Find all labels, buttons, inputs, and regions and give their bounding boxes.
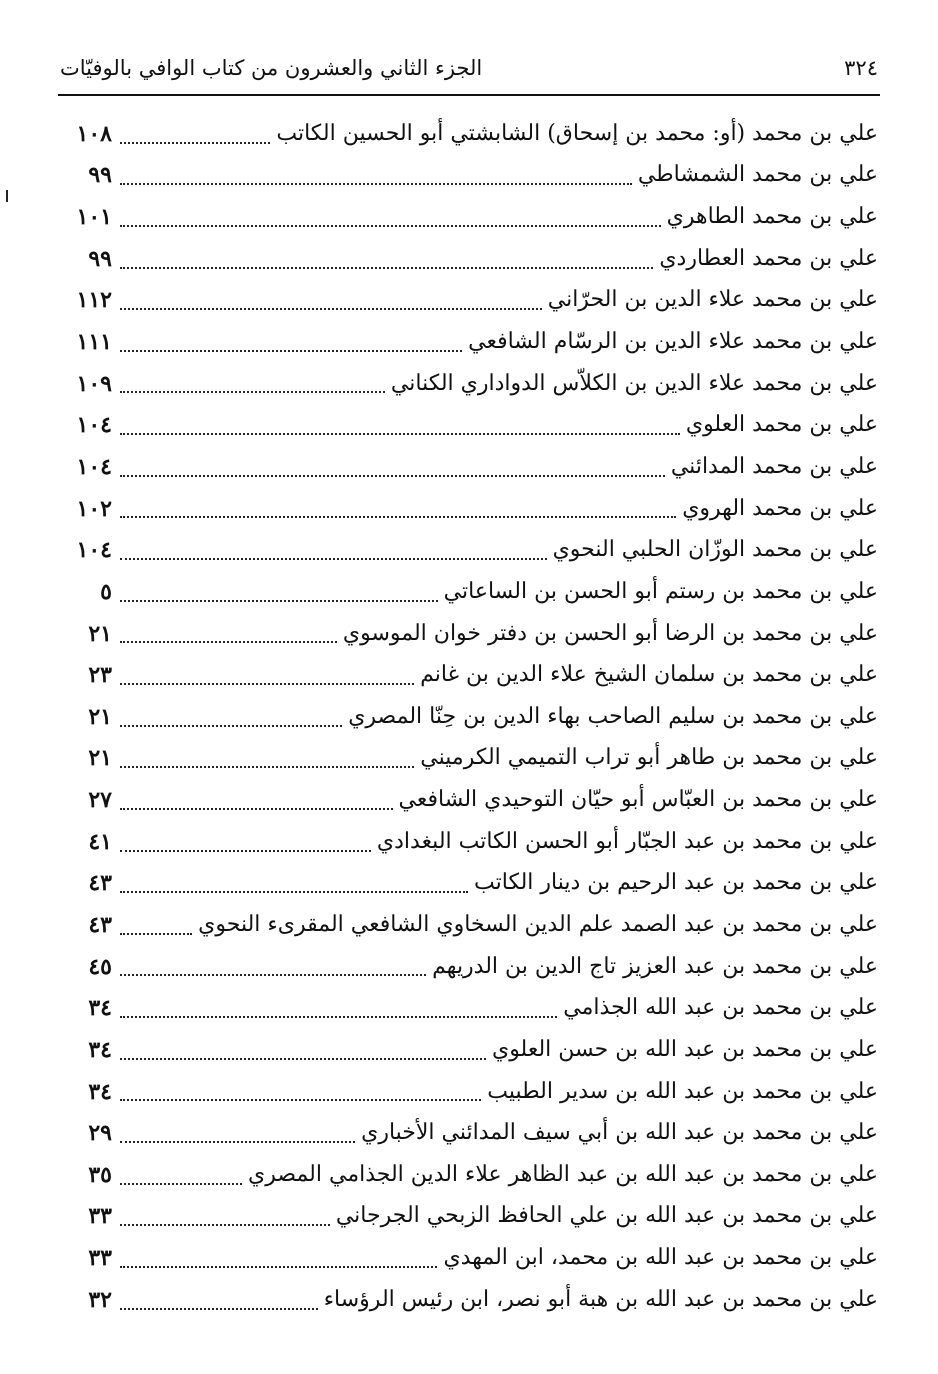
entry-page-number: ٥: [100, 578, 112, 605]
dot-leader: [120, 600, 438, 602]
entry-name: علي بن محمد بن عبد الصمد علم الدين السخاوي الشافعي المقرىء النحوي: [198, 911, 878, 937]
entry-name: علي بن محمد بن عبد الله بن محمد، ابن المهدي: [443, 1245, 878, 1271]
dot-leader: [120, 1266, 437, 1268]
dot-leader: [120, 475, 665, 477]
entry-page-number: ٢٧: [88, 787, 112, 814]
index-entry: [62, 404, 878, 446]
index-entry: [62, 863, 878, 905]
index-entry: [62, 987, 878, 1029]
entry-page-number: ٤٣: [88, 911, 112, 938]
dot-leader: [120, 933, 192, 935]
entry-page-number: ٣٣: [88, 1245, 112, 1272]
dot-leader: [120, 1016, 557, 1018]
entry-name: علي بن محمد الهروي: [682, 495, 878, 521]
dot-leader: [120, 974, 426, 976]
dot-leader: [120, 1183, 242, 1185]
entry-page-number: ٤١: [88, 828, 112, 855]
dot-leader: [120, 142, 270, 144]
index-entry: [62, 238, 878, 280]
header-divider: [58, 94, 880, 96]
entry-name: علي بن محمد بن عبد الله بن سدير الطبيب: [487, 1078, 878, 1104]
entry-name: علي بن محمد بن سليم الصاحب بهاء الدين بن حِنّا المصري: [348, 703, 878, 729]
entry-page-number: ٩٩: [88, 245, 112, 272]
entry-name: علي بن محمد بن عبد الرحيم بن دينار الكاتب: [474, 870, 878, 896]
entry-page-number: ٤٥: [88, 953, 112, 980]
index-entry: [62, 904, 878, 946]
entry-name: علي بن محمد بن العبّاس أبو حيّان التوحيدي الشافعي: [398, 787, 878, 813]
entry-name: علي بن محمد بن سلمان الشيخ علاء الدين بن غانم: [420, 662, 878, 688]
index-entry: [62, 1071, 878, 1113]
entry-page-number: ٢١: [88, 703, 112, 730]
entry-name: علي بن محمد علاء الدين بن الرسّام الشافعي: [468, 329, 878, 355]
index-entry: [62, 696, 878, 738]
dot-leader: [120, 891, 468, 893]
dot-leader: [120, 308, 542, 310]
entry-name: علي بن محمد بن طاهر أبو تراب التميمي الكرميني: [420, 745, 878, 771]
index-entry: [62, 654, 878, 696]
entry-page-number: ٢٩: [88, 1120, 112, 1147]
dot-leader: [120, 267, 653, 269]
index-entry: [62, 363, 878, 405]
entry-name: علي بن محمد بن عبد العزيز تاج الدين بن الدريهم: [432, 953, 878, 979]
entry-name: علي بن محمد المدائني: [670, 453, 878, 479]
entry-name: علي بن محمد الوزّان الحلبي النحوي: [552, 537, 878, 563]
entry-page-number: ٣٥: [88, 1161, 112, 1188]
index-entry: [62, 946, 878, 988]
index-entry: [62, 321, 878, 363]
entry-page-number: ١١١: [76, 329, 112, 356]
dot-leader: [120, 850, 371, 852]
entry-name: علي بن محمد علاء الدين بن الحرّاني: [547, 287, 878, 313]
page-header: [60, 48, 878, 88]
entry-name: علي بن محمد بن عبد الله بن علي الحافظ الزبحي الجرجاني: [335, 1203, 878, 1229]
entry-name: علي بن محمد بن عبد الله الجذامي: [563, 995, 878, 1021]
dot-leader: [120, 558, 547, 560]
dot-leader: [120, 350, 462, 352]
entry-name: علي بن محمد (أو: محمد بن إسحاق) الشابشتي أبو الحسين الكاتب: [276, 120, 878, 146]
index-entry: [62, 196, 878, 238]
entry-page-number: ١١٢: [76, 287, 112, 314]
entry-page-number: ٣٤: [88, 1078, 112, 1105]
dot-leader: [120, 433, 680, 435]
scan-edge-mark: [6, 190, 8, 202]
dot-leader: [120, 766, 414, 768]
entry-name: علي بن محمد بن عبد الله بن حسن العلوي: [491, 1036, 878, 1062]
index-entry: [62, 280, 878, 322]
entry-page-number: ١٠٤: [76, 412, 112, 439]
entry-page-number: ٩٩: [88, 162, 112, 189]
entry-name: علي بن محمد العلوي: [685, 412, 878, 438]
dot-leader: [120, 516, 676, 518]
index-entry: [62, 821, 878, 863]
entry-name: علي بن محمد بن رستم أبو الحسن بن الساعاتي: [443, 578, 878, 604]
entry-page-number: ٢١: [88, 620, 112, 647]
index-entry: [62, 1029, 878, 1071]
entry-name: علي بن محمد بن عبد الجبّار أبو الحسن الكاتب البغدادي: [376, 828, 878, 854]
entry-name: علي بن محمد بن عبد الله بن هبة أبو نصر، ابن رئيس الرؤساء: [323, 1286, 878, 1312]
index-entry: [62, 571, 878, 613]
dot-leader: [120, 391, 385, 393]
entry-name: علي بن محمد العطاردي: [659, 245, 878, 271]
index-entry: [62, 1112, 878, 1154]
entry-page-number: ١٠٤: [76, 537, 112, 564]
entry-page-number: ١٠٤: [76, 453, 112, 480]
dot-leader: [120, 725, 342, 727]
dot-leader: [120, 1308, 318, 1310]
index-entry: [62, 613, 878, 655]
index-entry: [62, 1154, 878, 1196]
entry-page-number: ١٠٢: [76, 495, 112, 522]
entry-page-number: ٢٣: [88, 662, 112, 689]
index-entry: [62, 738, 878, 780]
entry-page-number: ٢١: [88, 745, 112, 772]
dot-leader: [120, 1099, 481, 1101]
entry-name: علي بن محمد الطاهري: [666, 204, 878, 230]
entry-page-number: ١٠٩: [76, 370, 112, 397]
entry-page-number: ١٠٨: [76, 120, 112, 147]
dot-leader: [120, 683, 414, 685]
dot-leader: [120, 225, 661, 227]
dot-leader: [120, 1141, 355, 1143]
dot-leader: [120, 808, 393, 810]
entry-name: علي بن محمد بن عبد الله بن عبد الظاهر علاء الدين الجذامي المصري: [248, 1161, 878, 1187]
entry-name: علي بن محمد بن الرضا أبو الحسن بن دفتر خوان الموسوي: [342, 620, 878, 646]
entry-name: علي بن محمد الشمشاطي: [637, 162, 878, 188]
dot-leader: [120, 1224, 330, 1226]
entry-name: علي بن محمد علاء الدين بن الكلاّس الدواداري الكناني: [390, 370, 878, 396]
entry-page-number: ٤٣: [88, 870, 112, 897]
entry-page-number: ١٠١: [76, 204, 112, 231]
index-entry: [62, 1279, 878, 1321]
entry-page-number: ٣٤: [88, 995, 112, 1022]
index-entry: [62, 1196, 878, 1238]
index-entry: [62, 529, 878, 571]
index-entry: [62, 155, 878, 197]
entry-page-number: ٣٤: [88, 1036, 112, 1063]
entry-page-number: ٣٢: [88, 1286, 112, 1313]
index-entry: [62, 1237, 878, 1279]
index-entry: [62, 446, 878, 488]
running-title: الجزء الثاني والعشرون من كتاب الوافي بالوفيّات: [60, 56, 483, 80]
entry-name: علي بن محمد بن عبد الله بن أبي سيف المدائني الأخباري: [361, 1120, 878, 1146]
dot-leader: [120, 183, 632, 185]
entry-page-number: ٣٣: [88, 1203, 112, 1230]
dot-leader: [120, 1058, 486, 1060]
page-number: ٣٢٤: [844, 56, 878, 80]
dot-leader: [120, 641, 337, 643]
index-entry: [62, 113, 878, 155]
index-list: [62, 113, 878, 1321]
index-entry: [62, 488, 878, 530]
index-entry: [62, 779, 878, 821]
